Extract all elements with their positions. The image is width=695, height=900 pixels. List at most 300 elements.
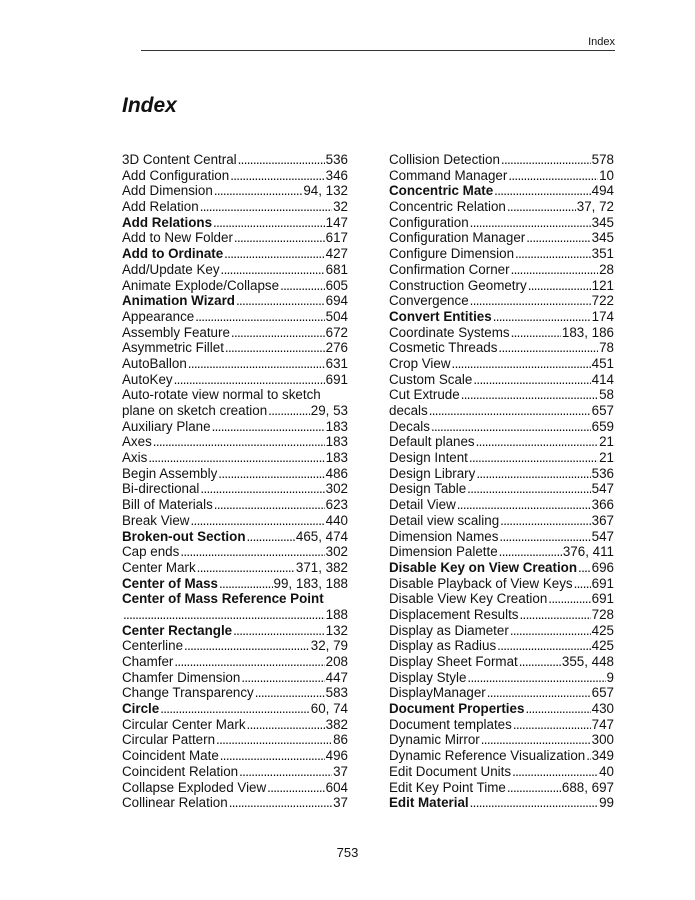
index-pages: 208 — [325, 654, 348, 669]
index-entry — [122, 262, 348, 278]
index-term: Command Manager — [389, 167, 508, 183]
dot-leader — [586, 748, 590, 764]
dot-leader — [247, 529, 295, 545]
index-term: Dimension Palette — [389, 544, 498, 560]
index-pages: 183 — [325, 418, 348, 434]
index-pages: 94, 132 — [303, 183, 348, 199]
index-pages: 694 — [325, 293, 348, 309]
index-term: Animate Explode/Collapse — [122, 277, 280, 293]
index-term: Collision Detection — [389, 152, 500, 167]
dot-leader — [469, 450, 598, 466]
index-term: Break View — [122, 512, 190, 528]
index-term: Center of Mass — [122, 575, 218, 591]
dot-leader — [123, 607, 325, 623]
dot-leader — [467, 481, 590, 497]
index-pages: 28 — [599, 261, 614, 277]
index-entry — [389, 340, 614, 356]
index-term: Circular Pattern — [122, 732, 216, 748]
index-term: Display Sheet Format — [389, 654, 518, 669]
index-entry — [122, 560, 348, 576]
dot-leader — [231, 325, 325, 341]
dot-leader — [221, 262, 325, 278]
dot-leader — [234, 230, 325, 246]
index-pages: 605 — [325, 277, 348, 293]
index-pages: 427 — [325, 246, 348, 262]
index-term: Configure Dimension — [389, 246, 515, 262]
dot-leader — [578, 560, 591, 576]
index-pages: 659 — [591, 418, 614, 434]
index-term: Construction Geometry — [389, 277, 527, 293]
index-entry — [389, 764, 614, 780]
index-entry — [389, 168, 614, 184]
index-pages: 447 — [325, 669, 348, 685]
index-entry — [122, 419, 348, 435]
index-term: Auto-rotate view normal to sketch — [122, 387, 321, 403]
index-term: Axis — [122, 450, 148, 466]
index-entry — [389, 152, 614, 168]
index-term: Center Mark — [122, 559, 196, 575]
index-pages: 547 — [591, 481, 614, 497]
dot-leader — [213, 215, 325, 231]
index-entry — [122, 544, 348, 560]
dot-leader — [497, 638, 590, 654]
dot-leader — [528, 278, 591, 294]
index-entry — [389, 717, 614, 733]
dot-leader — [184, 638, 310, 654]
dot-leader — [255, 685, 325, 701]
index-entry — [122, 356, 348, 372]
dot-leader — [200, 481, 324, 497]
dot-leader — [218, 466, 324, 482]
dot-leader — [236, 293, 325, 309]
dot-leader — [214, 497, 325, 513]
index-entry — [389, 278, 614, 294]
running-head: Index — [141, 36, 615, 51]
index-term: DisplayManager — [389, 685, 486, 701]
index-entry — [122, 403, 348, 419]
index-entry — [389, 403, 614, 419]
dot-leader — [473, 372, 590, 388]
dot-leader — [481, 732, 591, 748]
index-entry — [122, 387, 348, 403]
index-entry — [122, 246, 348, 262]
index-entry — [389, 544, 614, 560]
dot-leader — [230, 168, 324, 184]
index-term: Add to Ordinate — [122, 246, 224, 262]
index-term: AutoKey — [122, 371, 173, 387]
index-term: 3D Content Central — [122, 152, 237, 167]
index-term: Design Library — [389, 465, 476, 481]
index-entry — [122, 529, 348, 545]
index-term: Display as Diameter — [389, 622, 509, 638]
index-term: Configuration — [389, 214, 469, 230]
index-term: Custom Scale — [389, 371, 473, 387]
dot-leader — [153, 434, 325, 450]
index-pages: 414 — [591, 371, 614, 387]
dot-leader — [512, 764, 598, 780]
dot-leader — [148, 450, 324, 466]
dot-leader — [224, 246, 324, 262]
index-entry — [122, 293, 348, 309]
index-entry — [122, 278, 348, 294]
dot-leader — [461, 387, 598, 403]
index-pages: 86 — [333, 732, 348, 748]
index-pages: 21 — [599, 450, 614, 466]
index-pages: 536 — [591, 465, 614, 481]
index-term: Chamfer — [122, 654, 174, 669]
dot-leader — [508, 168, 598, 184]
dot-leader — [219, 576, 273, 592]
index-pages: 617 — [325, 230, 348, 246]
dot-leader — [511, 262, 599, 278]
dot-leader — [487, 685, 591, 701]
index-pages: 9 — [606, 669, 614, 685]
index-pages: 276 — [325, 340, 348, 356]
index-pages: 302 — [325, 544, 348, 560]
index-term: Document templates — [389, 716, 512, 732]
index-pages: 430 — [591, 701, 614, 717]
index-entry — [122, 199, 348, 215]
index-entry — [122, 215, 348, 231]
index-pages: 40 — [599, 763, 614, 779]
dot-leader — [500, 513, 591, 529]
dot-leader — [499, 544, 562, 560]
index-entry — [122, 732, 348, 748]
index-pages: 657 — [591, 685, 614, 701]
index-pages: 121 — [591, 277, 614, 293]
dot-leader — [160, 701, 310, 717]
index-term: Center Rectangle — [122, 622, 233, 638]
index-entry — [389, 685, 614, 701]
index-term: Add/Update Key — [122, 261, 220, 277]
index-pages: 349 — [591, 748, 614, 764]
dot-leader — [212, 419, 325, 435]
index-term: Decals — [389, 418, 430, 434]
index-entry — [122, 685, 348, 701]
dot-leader — [511, 325, 561, 341]
index-entry — [122, 152, 348, 168]
index-pages: 99, 183, 188 — [273, 575, 348, 591]
index-pages: 21 — [599, 434, 614, 450]
index-term: Animation Wizard — [122, 293, 235, 309]
index-entry — [389, 481, 614, 497]
index-pages: 58 — [599, 387, 614, 403]
index-term: Cut Extrude — [389, 387, 460, 403]
index-entry — [122, 654, 348, 670]
index-pages: 32 — [333, 199, 348, 215]
index-term: Auxiliary Plane — [122, 418, 211, 434]
index-term: Dimension Names — [389, 528, 499, 544]
dot-leader — [241, 670, 324, 686]
index-entry — [389, 529, 614, 545]
index-term: decals — [389, 403, 428, 418]
index-pages: 722 — [591, 293, 614, 309]
index-entry — [389, 309, 614, 325]
dot-leader — [233, 623, 325, 639]
index-entry — [122, 607, 348, 623]
index-term: Display Style — [389, 669, 467, 685]
dot-leader — [515, 246, 591, 262]
index-term: Disable View Key Creation — [389, 591, 548, 607]
index-entry — [389, 387, 614, 403]
index-entry — [389, 497, 614, 513]
index-pages: 631 — [325, 355, 348, 371]
index-entry — [389, 654, 614, 670]
index-entry — [122, 372, 348, 388]
index-term: Concentric Relation — [389, 199, 506, 215]
index-term: Chamfer Dimension — [122, 669, 241, 685]
index-entry — [389, 293, 614, 309]
index-term: Disable Playback of View Keys — [389, 575, 573, 591]
index-term: Convert Entities — [389, 308, 492, 324]
index-pages: 371, 382 — [295, 559, 348, 575]
dot-leader — [476, 434, 598, 450]
index-pages: 681 — [325, 261, 348, 277]
index-pages: 425 — [591, 638, 614, 654]
index-entry — [122, 576, 348, 592]
index-term: Appearance — [122, 308, 195, 324]
index-entry — [389, 795, 614, 811]
dot-leader — [513, 717, 591, 733]
index-term: plane on sketch creation — [122, 403, 268, 418]
index-entry — [122, 513, 348, 529]
index-entry — [389, 262, 614, 278]
dot-leader — [507, 780, 561, 796]
index-pages: 78 — [599, 340, 614, 356]
index-term: Displacement Results — [389, 606, 519, 622]
index-entry — [122, 780, 348, 796]
index-entry — [122, 450, 348, 466]
index-term: Add Dimension — [122, 183, 213, 199]
index-term: Edit Key Point Time — [389, 779, 506, 795]
dot-leader — [220, 748, 325, 764]
index-pages: 440 — [325, 512, 348, 528]
index-pages: 382 — [325, 716, 348, 732]
index-entry — [389, 638, 614, 654]
index-pages: 10 — [599, 167, 614, 183]
index-term: Circular Center Mark — [122, 716, 246, 732]
index-pages: 183 — [325, 434, 348, 450]
index-pages: 547 — [591, 528, 614, 544]
dot-leader — [452, 356, 591, 372]
index-term: Crop View — [389, 355, 451, 371]
index-entry — [122, 701, 348, 717]
dot-leader — [493, 309, 591, 325]
index-entry — [389, 623, 614, 639]
index-pages: 29, 53 — [310, 403, 348, 418]
index-pages: 583 — [325, 685, 348, 701]
index-pages: 691 — [591, 591, 614, 607]
index-term: Center of Mass Reference Point — [122, 591, 324, 607]
index-entry — [389, 246, 614, 262]
index-term: Add Configuration — [122, 167, 230, 183]
dot-leader — [431, 419, 591, 435]
index-entry — [389, 434, 614, 450]
index-entry — [122, 340, 348, 356]
index-entry — [389, 607, 614, 623]
dot-leader — [519, 654, 561, 670]
index-term: Add Relations — [122, 214, 213, 230]
dot-leader — [216, 732, 332, 748]
index-term: Cap ends — [122, 544, 180, 560]
dot-leader — [498, 340, 598, 356]
index-entry — [122, 434, 348, 450]
index-entry — [389, 466, 614, 482]
index-entry — [122, 795, 348, 811]
index-entry — [389, 372, 614, 388]
index-entry — [389, 701, 614, 717]
page-title: Index — [122, 94, 177, 117]
dot-leader — [180, 544, 324, 560]
index-term: Disable Key on View Creation — [389, 559, 578, 575]
index-pages: 604 — [325, 779, 348, 795]
index-entry — [389, 591, 614, 607]
dot-leader — [280, 278, 325, 294]
dot-leader — [195, 309, 324, 325]
index-entry — [122, 717, 348, 733]
index-entry — [389, 230, 614, 246]
page-number: 753 — [336, 845, 359, 860]
dot-leader — [470, 293, 591, 309]
index-entry — [122, 466, 348, 482]
dot-leader — [507, 199, 576, 215]
index-entry — [389, 513, 614, 529]
index-pages: 346 — [325, 167, 348, 183]
index-term: Convergence — [389, 293, 469, 309]
index-pages: 494 — [591, 183, 614, 199]
index-pages: 451 — [591, 355, 614, 371]
index-pages: 623 — [325, 497, 348, 513]
index-pages: 345 — [591, 214, 614, 230]
index-term: Asymmetric Fillet — [122, 340, 224, 356]
dot-leader — [225, 340, 325, 356]
dot-leader — [574, 576, 591, 592]
index-entry — [389, 183, 614, 199]
index-column-right — [389, 152, 614, 811]
index-column-left — [122, 152, 348, 811]
index-pages: 37, 72 — [576, 199, 614, 215]
dot-leader — [200, 199, 332, 215]
index-entry — [389, 670, 614, 686]
index-term: Edit Document Units — [389, 763, 512, 779]
dot-leader — [239, 764, 332, 780]
dot-leader — [470, 795, 598, 811]
index-term: Coincident Relation — [122, 763, 239, 779]
index-pages: 496 — [325, 748, 348, 764]
index-term: Add to New Folder — [122, 230, 233, 246]
index-entry — [122, 183, 348, 199]
dot-leader — [470, 215, 591, 231]
index-term: Begin Assembly — [122, 465, 218, 481]
index-term: Collinear Relation — [122, 795, 228, 811]
index-pages: 578 — [591, 152, 614, 167]
dot-leader — [501, 152, 591, 168]
index-pages: 188 — [325, 606, 348, 622]
index-entry — [389, 356, 614, 372]
index-entry — [389, 732, 614, 748]
dot-leader — [229, 795, 332, 811]
index-term: Add Relation — [122, 199, 199, 215]
index-pages: 32, 79 — [310, 638, 348, 654]
index-pages: 367 — [591, 512, 614, 528]
index-pages: 37 — [333, 795, 348, 811]
index-term: Detail View — [389, 497, 456, 513]
index-pages: 132 — [325, 622, 348, 638]
dot-leader — [190, 513, 324, 529]
index-entry — [122, 748, 348, 764]
index-term: Dynamic Reference Visualization — [389, 748, 586, 764]
index-pages: 672 — [325, 324, 348, 340]
index-pages: 691 — [591, 575, 614, 591]
index-pages: 688, 697 — [561, 779, 614, 795]
index-pages: 355, 448 — [561, 654, 614, 669]
index-pages: 376, 411 — [562, 544, 614, 560]
index-entry — [122, 764, 348, 780]
index-pages: 147 — [325, 214, 348, 230]
index-entry — [122, 623, 348, 639]
index-entry — [122, 591, 348, 607]
index-pages: 345 — [591, 230, 614, 246]
index-entry — [389, 215, 614, 231]
index-pages: 536 — [325, 152, 348, 167]
index-entry — [389, 199, 614, 215]
index-term: Coincident Mate — [122, 748, 219, 764]
index-pages: 183, 186 — [561, 324, 614, 340]
dot-leader — [247, 717, 325, 733]
index-entry — [389, 419, 614, 435]
index-entry — [389, 576, 614, 592]
index-pages: 747 — [591, 716, 614, 732]
dot-leader — [197, 560, 295, 576]
index-term: Default planes — [389, 434, 475, 450]
index-pages: 465, 474 — [295, 528, 348, 544]
index-entry — [122, 309, 348, 325]
index-term: Detail view scaling — [389, 512, 500, 528]
index-term: Design Intent — [389, 450, 468, 466]
dot-leader — [476, 466, 590, 482]
index-term: Confirmation Corner — [389, 261, 510, 277]
index-entry — [389, 325, 614, 341]
dot-leader — [188, 356, 325, 372]
index-term: Design Table — [389, 481, 467, 497]
index-pages: 728 — [591, 606, 614, 622]
index-entry — [122, 325, 348, 341]
index-entry — [389, 780, 614, 796]
index-pages: 351 — [591, 246, 614, 262]
index-term: Change Transparency — [122, 685, 254, 701]
dot-leader — [174, 372, 325, 388]
index-term: Broken-out Section — [122, 528, 246, 544]
index-pages: 425 — [591, 622, 614, 638]
index-term: Bi-directional — [122, 481, 200, 497]
index-term: Configuration Manager — [389, 230, 526, 246]
index-term: Concentric Mate — [389, 183, 494, 199]
index-entry — [389, 560, 614, 576]
index-term: Collapse Exploded View — [122, 779, 267, 795]
index-pages: 504 — [325, 308, 348, 324]
index-entry — [122, 670, 348, 686]
index-term: Edit Material — [389, 795, 469, 811]
dot-leader — [548, 591, 590, 607]
dot-leader — [467, 670, 605, 686]
dot-leader — [499, 529, 590, 545]
index-entry — [122, 168, 348, 184]
index-pages: 366 — [591, 497, 614, 513]
index-pages: 99 — [599, 795, 614, 811]
index-pages: 691 — [325, 371, 348, 387]
index-pages: 302 — [325, 481, 348, 497]
index-term: Display as Radius — [389, 638, 497, 654]
